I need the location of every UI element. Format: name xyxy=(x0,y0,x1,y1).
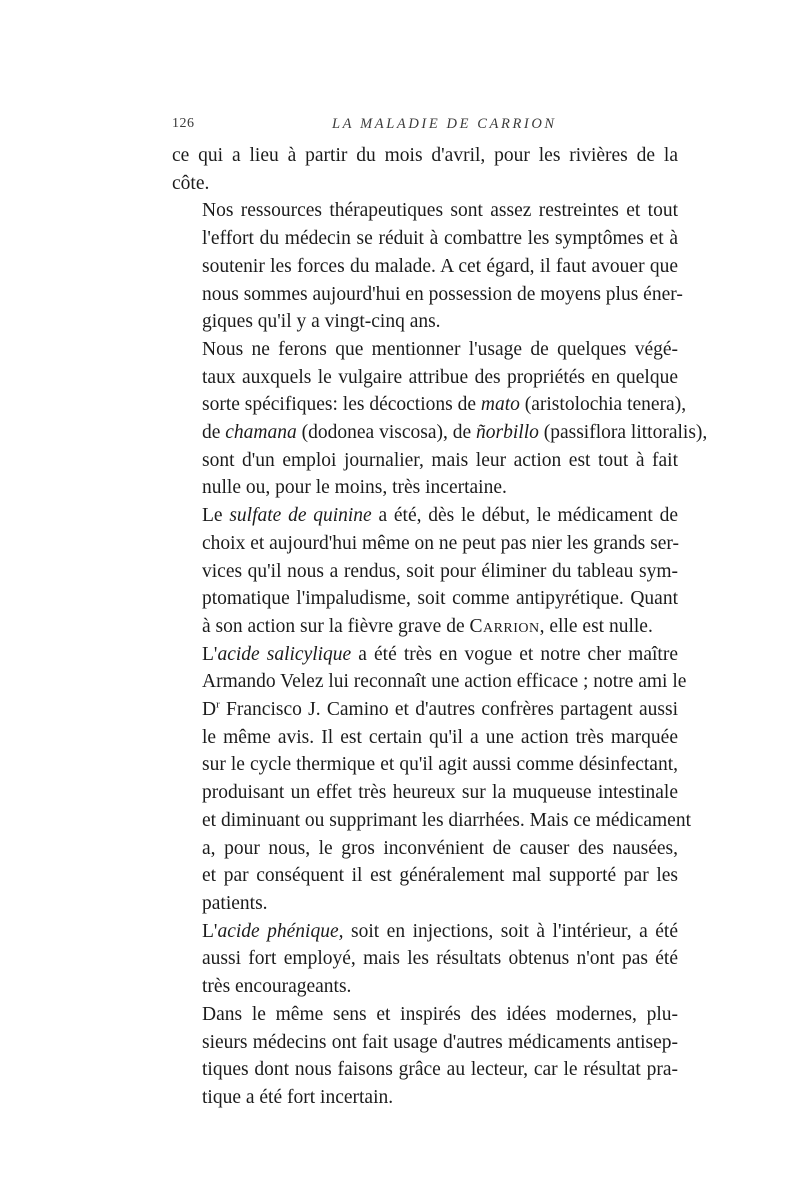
paragraph-6 xyxy=(172,918,678,1001)
text-run: de xyxy=(202,422,226,444)
text-line: sont d'un emploi journalier, mais leur action est tout à fait xyxy=(202,449,678,471)
text-line: choix et aujourd'hui même on ne peut pas nier les grands ser- xyxy=(202,532,679,554)
body-text xyxy=(172,142,708,1112)
text-line: aussi fort employé, mais les résultats obtenus n'ont pas été xyxy=(202,948,678,970)
text-line: taux auxquels le vulgaire attribue des propriétés en quelque xyxy=(202,366,678,388)
italic-term: mato xyxy=(480,394,520,416)
paragraph-4 xyxy=(172,502,678,641)
text-run: soit en injections, soit à l'intérieur, a été xyxy=(343,920,678,942)
text-run: Le xyxy=(202,505,230,527)
text-line: côte. xyxy=(172,172,210,194)
text-run: D xyxy=(202,699,217,721)
text-line: vices qu'il nous a rendus, soit pour éliminer du tableau sym- xyxy=(202,560,678,582)
superscript: r xyxy=(216,698,220,711)
italic-term: acide salicylique xyxy=(217,643,352,665)
text-line: nulle ou, pour le moins, très incertaine. xyxy=(202,477,507,499)
text-line: très encourageants. xyxy=(202,976,352,998)
text-line: et diminuant ou supprimant les diarrhées. Mais ce médicament xyxy=(202,809,691,831)
italic-term: acide phénique, xyxy=(217,920,344,942)
text-line: soutenir les forces du malade. A cet égard, il faut avouer que xyxy=(202,255,678,277)
text-line: ptomatique l'impaludisme, soit comme antipyrétique. Quant xyxy=(202,588,678,610)
text-run: sorte spécifiques: les décoctions de xyxy=(202,394,481,416)
text-line: Nous ne ferons que mentionner l'usage de quelques végé- xyxy=(202,338,678,360)
text-line: Armando Velez lui reconnaît une action efficace ; notre ami le xyxy=(202,671,687,693)
page-number: 126 xyxy=(172,116,195,131)
text-line: giques qu'il y a vingt-cinq ans. xyxy=(202,311,441,333)
text-run: L' xyxy=(202,643,218,665)
text-line: tiques dont nous faisons grâce au lecteur, car le résultat pra- xyxy=(202,1059,678,1081)
text-line xyxy=(172,419,708,447)
paragraph-2 xyxy=(172,197,683,336)
text-line: le même avis. Il est certain qu'il a une action très marquée xyxy=(202,726,678,748)
text-line: Dans le même sens et inspirés des idées modernes, plu- xyxy=(202,1003,678,1025)
text-run: L' xyxy=(202,920,218,942)
small-caps-name: Carrion xyxy=(469,615,540,637)
text-run: a été, dès le début, le médicament de xyxy=(371,505,678,527)
italic-term: sulfate de quinine xyxy=(229,505,372,527)
text-line: l'effort du médecin se réduit à combattre les symptômes et à xyxy=(202,228,678,250)
text-line xyxy=(172,918,678,946)
paragraph-3 xyxy=(172,336,708,502)
running-head xyxy=(172,116,678,138)
text-line xyxy=(172,696,678,724)
text-run: (aristolochia tenera), xyxy=(519,394,687,416)
text-line: produisant un effet très heureux sur la muqueuse intestinale xyxy=(202,782,678,804)
text-line: nous sommes aujourd'hui en possession de moyens plus éner- xyxy=(202,283,683,305)
text-line xyxy=(172,391,687,419)
text-line: tique a été fort incertain. xyxy=(202,1086,394,1108)
text-line: sur le cycle thermique et qu'il agit aussi comme désinfectant, xyxy=(202,754,678,776)
running-title: LA MALADIE DE CARRION xyxy=(332,116,557,132)
italic-term: ñorbillo xyxy=(476,422,539,444)
text-run: à son action sur la fièvre grave de xyxy=(202,615,470,637)
text-line: a, pour nous, le gros inconvénient de causer des nausées, xyxy=(202,837,678,859)
text-run: , elle est nulle. xyxy=(539,615,653,637)
text-line: et par conséquent il est généralement mal supporté par les xyxy=(202,865,678,887)
paragraph-1 xyxy=(172,142,678,197)
text-run: (dodonea viscosa), de xyxy=(296,422,477,444)
text-run: a été très en vogue et notre cher maître xyxy=(351,643,678,665)
text-run: (passiflora littoralis), xyxy=(538,422,708,444)
text-run: Francisco J. Camino et d'autres confrères partagent aussi xyxy=(219,699,678,721)
text-line: sieurs médecins ont fait usage d'autres médicaments antisep- xyxy=(202,1031,678,1053)
text-line: patients. xyxy=(202,892,268,914)
text-line xyxy=(172,613,678,641)
text-line xyxy=(172,502,678,530)
text-line: ce qui a lieu à partir du mois d'avril, pour les rivières de la xyxy=(172,145,678,166)
paragraph-7 xyxy=(172,1001,678,1112)
text-line xyxy=(172,641,678,669)
paragraph-5 xyxy=(172,641,691,918)
text-line: Nos ressources thérapeutiques sont assez restreintes et tout xyxy=(202,200,678,222)
italic-term: chamana xyxy=(225,422,297,444)
